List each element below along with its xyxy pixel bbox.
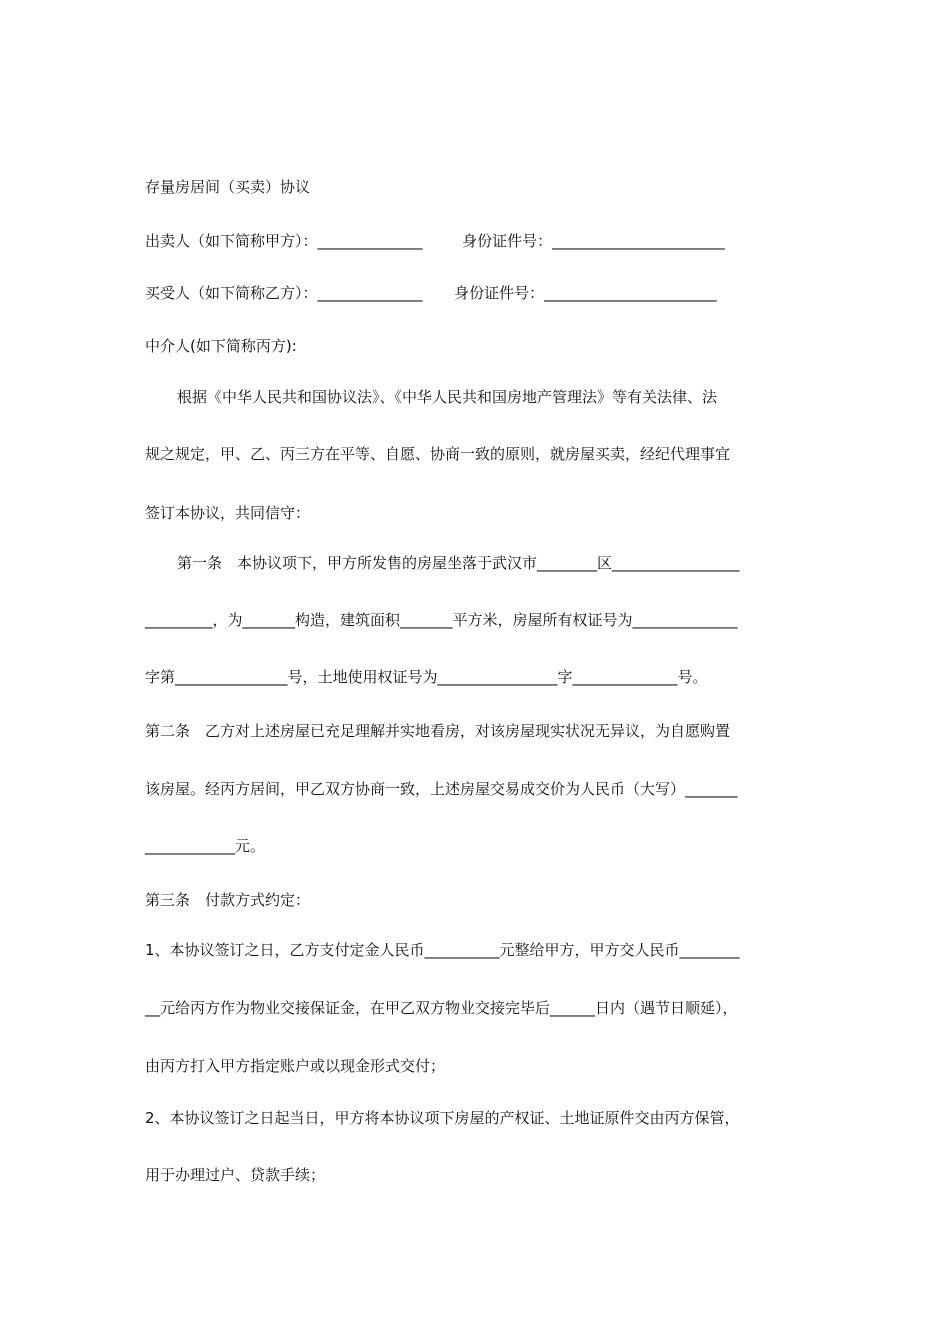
article3-item1-line: 由丙方打入甲方指定账户或以现金形式交付； [145, 1057, 446, 1075]
preamble-line: 根据《中华人民共和国协议法》、《中华人民共和国房地产管理法》等有关法律、法 [177, 388, 718, 406]
article1-line: _________，为_______构造，建筑面积_______平方米，房屋所有权证号为______________ [145, 611, 738, 629]
article3-item1-line: __元给丙方作为物业交接保证金，在甲乙双方物业交接完毕后______日内（遇节日顺延）， [145, 999, 738, 1017]
buyer-id-label: 身份证件号：_______________________ [454, 284, 717, 302]
article3-heading: 第三条 付款方式约定： [145, 891, 311, 909]
preamble-line: 规之规定，甲、乙、丙三方在平等、自愿、协商一致的原则，就房屋买卖，经纪代理事宜 [145, 445, 731, 463]
article1-line: 字第_______________号，土地使用权证号为________________字______________号。 [145, 668, 708, 686]
seller-id-label: 身份证件号：_______________________ [462, 232, 725, 250]
article2-line: ____________元。 [145, 837, 266, 855]
article3-item1-line: 1、本协议签订之日，乙方支付定金人民币__________元整给甲方，甲方交人民币________ [145, 941, 740, 959]
article2-line: 该房屋。经丙方居间，甲乙双方协商一致，上述房屋交易成交价为人民币（大写）_______ [145, 780, 738, 798]
article3-item2-line: 2、本协议签订之日起当日，甲方将本协议项下房屋的产权证、土地证原件交由丙方保管， [145, 1109, 740, 1127]
preamble-line: 签订本协议，共同信守： [145, 504, 311, 522]
document-title: 存量房居间（买卖）协议 [145, 178, 311, 196]
seller-line [145, 231, 725, 251]
agent-line: 中介人(如下简称丙方): [145, 337, 297, 355]
buyer-label: 买受人（如下简称乙方）：______________ [145, 284, 423, 302]
seller-label: 出卖人（如下简称甲方）：______________ [145, 232, 423, 250]
buyer-line [145, 283, 717, 303]
article3-item2-line: 用于办理过户、贷款手续； [145, 1166, 326, 1184]
article2-line: 第二条 乙方对上述房屋已充足理解并实地看房，对该房屋现实状况无异议，为自愿购置 [145, 722, 731, 740]
article1-line: 第一条 本协议项下，甲方所发售的房屋坐落于武汉市________区_________________ [177, 554, 740, 572]
